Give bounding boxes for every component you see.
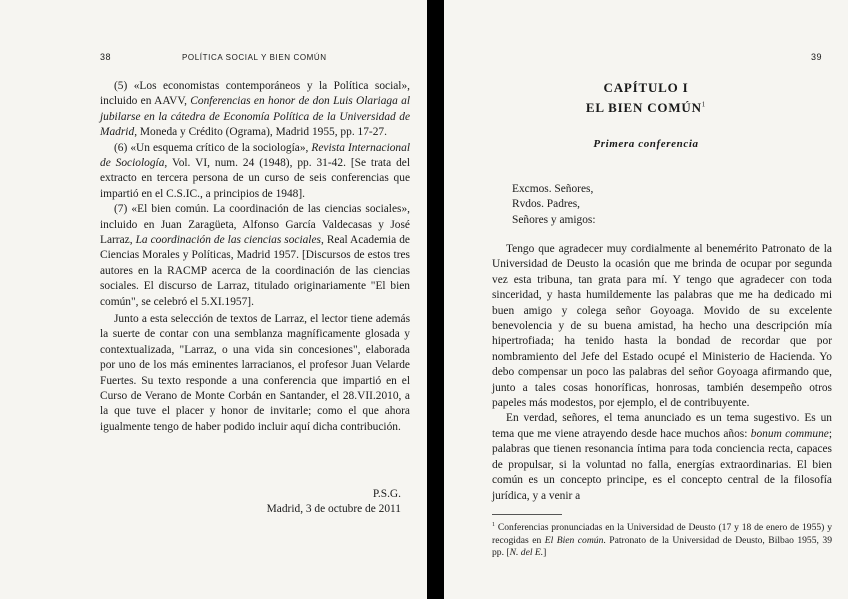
right-page [444,0,848,599]
salutation-line: Señores y amigos: [512,213,596,226]
note-7: (7) «El bien común. La coordinación de las ciencias sociales», incluido en Juan Zaragüeta, Alfonso García Valdecasas y José Larraz, La coordinación de las ciencias sociales, Real Academia de Ciencias Morales y Políticas, Madrid 1957. [Discursos de estos tres autores en la RACMP acerca de la coordinación de las ciencias sociales. El discurso de Larraz, titulado originariamente "El bien común", se celebró el 5.XI.1957]. [100,203,410,308]
footnote: $^1$ Conferencias pronunciadas en la Universidad de Deusto (17 y 18 de enero de 1955) y recogidas en El Bien común. Patronato de la Universidad de Deusto, Bilbao 1955, 39 pp. [N. del E.] [492,522,832,559]
paragraph-2: En verdad, señores, el tema anunciado es un tema sugestivo. Es un tema que me viene atrayendo desde hace muchos años: bonum commune; palabras que tienen resonancia íntima para toda conciencia recta, capaces de propulsar, si la voluntad no falla, energías extraordinarias. El bien común es un concepto principe, es el concepto central de la filosofía jurídica, y a venir a [492,412,832,502]
note-5: (5) «Los economistas contemporáneos y la Política social», incluido en AAVV, Conferencias en honor de don Luis Olariaga al jubilarse en la cátedra de Economía Política de la Universidad de Madrid, Moneda y Crédito (Ograma), Madrid 1955, pp. 17-27. [100,80,411,139]
body-paragraph: Junto a esta selección de textos de Larraz, el lector tiene además la suerte de contar con una semblanza magníficamente glosada y contextualizada, "Larraz, o una vida sin concesiones", elaborada por uno de los más eminentes larracianos, el profesor Juan Velarde Fuertes. Su texto responde a una conferencia que impartió en el Curso de Verano de Monte Corbán en Santander, el 28.VII.2010, a la que tuve el placer y honor de invitarle; como el que ahora igualmente tengo de haber podido incluir aquí dicha contribución. [100,313,410,433]
notes-block [100,79,410,310]
paragraph-1: Tengo que agradecer muy cordialmente al benemérito Patronato de la Universidad de Deusto la ocasión que me brinda de ocupar por segunda vez esta tribuna, tan grata para mí. Y tengo que agradecer con toda sinceridad, y hasta humildemente las palabras que me ha dedicado mi buen amigo y colega señor Goyoaga. Movido de su excelente benevolencia y de su buena amistad, ha hecho una descripción mía hipertrofiada; ha tenido hasta la bondad de recordar que por nombramiento del Jefe del Estado ocupé el Ministerio de Hacienda. Yo debo compensar un poco las palabras del señor Goyoaga afirmando que, junto a tales cosas honoríficas, honrosas, también desempeño otros papeles más modestos, por ejemplo, el de contribuyente. [492,243,832,410]
salutation-line: Rvdos. Padres, [512,198,581,211]
footnote-rule [492,514,562,515]
intro-paragraph [100,312,410,435]
salutation [512,182,596,228]
footnote-marker: 1 [701,100,707,109]
page-number-left: 38 [100,52,112,62]
chapter-subtitle: Primera conferencia [593,138,699,150]
signature-initials: P.S.G. [372,488,401,500]
note-6: (6) «Un esquema crítico de la sociología», Revista Internacional de Sociología, Vol. VI, num. 24 (1948), pp. 31-42. [Se trata del extracto en tercera persona de un curso de seis conferencias que impartió en el C.S.IC., a principios de 1948]. [100,141,410,200]
lecture-text [492,242,832,504]
chapter-title: EL BIEN COMÚN$^1$ [585,100,707,115]
salutation-line: Excmos. Señores, [512,183,594,195]
dateline: Madrid, 3 de octubre de 2011 [266,503,401,515]
page-number-right: 39 [810,52,822,62]
book-gutter [427,0,444,599]
running-head: POLÍTICA SOCIAL Y BIEN COMÚN [182,53,327,62]
chapter-number: CAPÍTULO I [603,80,689,95]
